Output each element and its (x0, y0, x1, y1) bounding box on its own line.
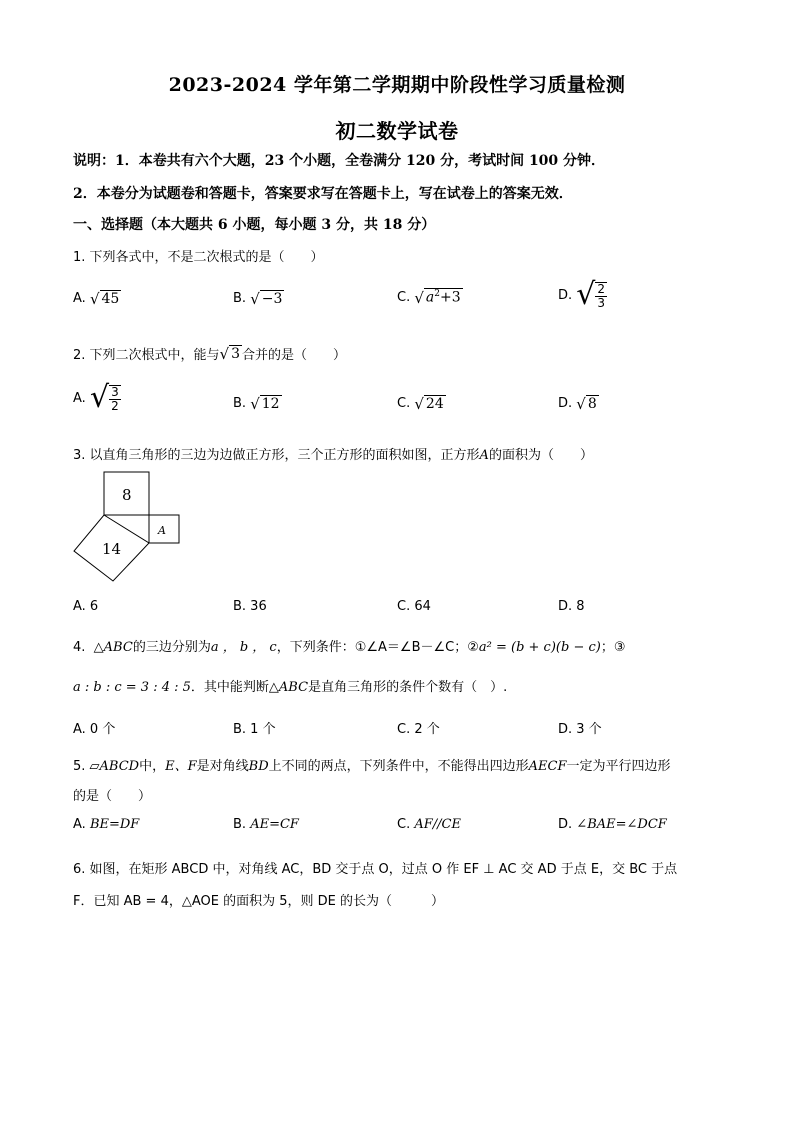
sqrt-expression: √ 45 (89, 290, 120, 309)
q5-option-b[interactable]: B. AE=CF (233, 817, 299, 832)
question-4-line-2: a : b : c = 3 : 4 : 5．其中能判断△ABC是直角三角形的条件个数有（ ）. (73, 680, 508, 695)
section-heading: 一、选择题（本大题共 6 小题，每小题 3 分，共 18 分） (73, 217, 436, 233)
q2-option-a[interactable]: A. √ $\frac{3}{2}$ (73, 380, 119, 415)
q3-option-a[interactable]: A. 6 (73, 599, 99, 614)
fraction: $\frac{3}{2}$ (111, 385, 119, 413)
sqrt-expression: √ 12 (250, 395, 280, 414)
question-5-line-1: 5. ▱ABCD中，E、F是对角线BD上不同的两点，下列条件中，不能得出四边形AECF一定为平行四边形 (73, 759, 671, 774)
q3-option-d[interactable]: D. 8 (558, 599, 585, 614)
q1-option-d[interactable]: D. √ $\frac{2}{3}$ (558, 277, 606, 312)
sqrt-expression: √ 3 (219, 345, 241, 364)
sqrt-expression: √ −3 (250, 290, 283, 309)
squares-figure (72, 468, 184, 586)
q5-option-a[interactable]: A. BE=DF (73, 817, 140, 832)
question-6-line-1: 6. 如图，在矩形 ABCD 中，对角线 AC，BD 交于点 O，过点 O 作 EF ⊥ AC 交 AD 于点 E，交 BC 于点 (73, 862, 678, 877)
question-3-stem: 3. 以直角三角形的三边为边做正方形，三个正方形的面积如图，正方形A的面积为（ ） (73, 448, 593, 463)
square-top-label: 8 (122, 486, 132, 504)
q1-option-b[interactable]: B. √ −3 (233, 290, 283, 309)
q3-option-c[interactable]: C. 64 (397, 599, 431, 614)
question-1-stem: 1. 下列各式中，不是二次根式的是（ ） (73, 250, 324, 265)
exam-title: 2023-2024 学年第二学期期中阶段性学习质量检测 (168, 74, 626, 96)
q5-option-d[interactable]: D. ∠BAE=∠DCF (558, 817, 667, 832)
question-5-line-2: 的是（ ） (73, 789, 152, 804)
sqrt-sign: √ (576, 277, 596, 312)
sqrt-expression: √ 24 (414, 395, 444, 414)
q1-option-a[interactable]: A. √ 45 (73, 290, 120, 309)
exam-subtitle: 初二数学试卷 (335, 119, 459, 143)
square-right-label: A (158, 524, 166, 537)
q2-option-d[interactable]: D. √ 8 (558, 395, 597, 414)
question-6-line-2: F．已知 AB = 4，△AOE 的面积为 5，则 DE 的长为（ ） (73, 894, 444, 909)
instruction-line-1: 说明：1．本卷共有六个大题，23 个小题，全卷满分 120 分，考试时间 100 分钟． (73, 153, 606, 169)
q2-option-b[interactable]: B. √ 12 (233, 395, 280, 414)
question-4-line-1: 4. △ABC的三边分别为a ， b ， c，下列条件：①∠A＝∠B－∠C；②a² = (b + c)(b − c)；③ (73, 640, 626, 655)
fraction: $\frac{2}{3}$ (597, 282, 606, 310)
q4-option-d[interactable]: D. 3 个 (558, 722, 602, 737)
q4-option-c[interactable]: C. 2 个 (397, 722, 440, 737)
sqrt-expression: √ $a^2+3$ (414, 289, 461, 308)
instruction-line-2: 2．本卷分为试题卷和答题卡，答案要求写在答题卡上，写在试卷上的答案无效． (73, 186, 573, 202)
q3-option-b[interactable]: B. 36 (233, 599, 267, 614)
q1-option-c[interactable]: C. √ $a^2+3$ (397, 289, 461, 308)
q2-option-c[interactable]: C. √ 24 (397, 395, 444, 414)
q5-option-c[interactable]: C. AF//CE (397, 817, 461, 832)
question-2-stem: 2. 下列二次根式中，能与 √ 3 合并的是（ ） (73, 345, 347, 364)
q4-option-a[interactable]: A. 0 个 (73, 722, 116, 737)
sqrt-expression: √ 8 (576, 395, 597, 414)
q4-option-b[interactable]: B. 1 个 (233, 722, 276, 737)
sqrt-sign: √ (89, 380, 110, 415)
square-left-label: 14 (102, 540, 122, 558)
